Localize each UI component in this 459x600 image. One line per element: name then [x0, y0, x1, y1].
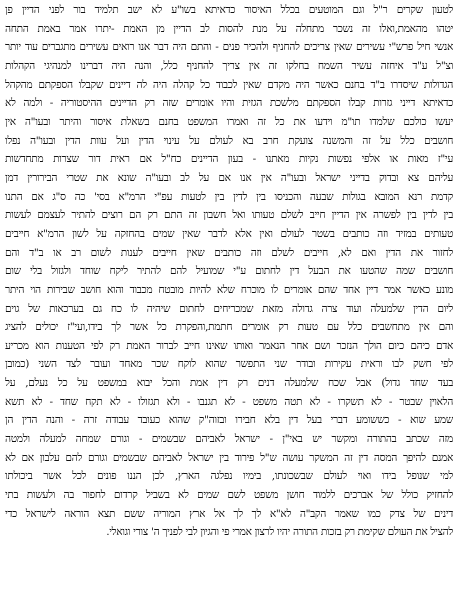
text-line: והם אין מתחשבים כלל עם טעות רק אומרים חתמת,והפקרת כל אשר לך בידו,ועי"ז יכולים להציג [5, 321, 453, 334]
text-line: הגדולות שיסדרו ב"ד בחנם כאשר היה מקדם שאין לכבוד כל קהלה היה לה דיינים שקבלו הספקתם מהקהל [5, 78, 453, 91]
text-line: בעד שחד גדול) אבל שכח שלמעלה דנים רק דין אמת והכל יבוא במשפט על כל נעלם, על [5, 377, 453, 390]
text-line: בין לדין בין לפשרה אין הדיין חייב לשלם טעותו ואל חשבון זה התם רק הם רוצים להתיר לעצמם לעשות [5, 209, 453, 222]
document-text [5, 1, 453, 542]
text-line: לטעון שקרים ר"ל וגם המוטעים בכלל האיסור כדאיתא בשו"ע לא ישב תלמיד בור לפני הדיין פן [5, 4, 453, 16]
text-line: וצ"ל ע"ד איחזה עשיר השמח בחלקו זה אין צריך להחניף כלל, והנה היה דברינו למנהיגי הקהלות [5, 59, 453, 72]
text-line: אדם כיהם כיום הולך הנזכר ושם אחר הנאמר ואותו שאינו חייב לברור האמת רק לפי הטענות הוא מכריע [5, 339, 453, 352]
text-line: חושבים כלל על זה והמשנה צועקת חרב בא לעולם על עינוי הדין ועל עוות הדין ובעו"ה נפלו [5, 134, 453, 147]
text-line: שמע שוא - כששומע דברי בעל דין בלא חבירו ובזוה"ק שהוא כעובד עבודה זרה - והנה הדין הן [5, 414, 453, 427]
text-line: לחזור את הדין ואם לא, חייבים לשלם וזה כותבים שאין חייבים לענות לשום רב או ב"ד והם [5, 246, 453, 259]
text-line: לפי חשק לבו וראית עקירות ובודר שני התפשר שהוא לוקח שכר מאחד ועובר לצד השני (כמובן [5, 358, 453, 371]
text-line: להחזיק כולל של אברכים ללמוד חושן משפט לשם שמים לא בשביל קרדום לחפור בה ולעשות בתי [5, 489, 453, 502]
text-line: יטהו מהאמת,ואלו זה נשכר מתחלה על מנת להסות לב הדיין מן האמת -יתרו אמר באמת התחה [5, 22, 453, 35]
text-line: מזה שכתב בהתורה ומקשר יש באי"ן - ישראל לאביהם שבשמים - וגורם שמחה למעלה ולמטה [5, 433, 453, 446]
text-line: כדאיתא דייני גזרות קבלו הספקתם מלשכת הגזית והיו אומרים שזה רק הדיינים ההיסטוריה - ולמה לא [5, 97, 453, 110]
text-line: למי שנופל בידו ואוי לעולם שבשכונתו, בימיו נפלגה הארץ, לכן הננו פונים לכל אשר ביכולתו [5, 470, 453, 483]
text-line: קדמת רנא המובא בגולות שבעה והכניסו בין לדין בין לטעות עפ"י הרמ"א בסי' כה ס"ג אם התנו [5, 190, 453, 203]
text-line: אנשי חיל פרש"י עשירים שאין צריכים להחניף ולהכיר פנים - והתם היה דבר אנו רואים עשירים מתגברים עוד יותר [5, 41, 453, 54]
text-line: דינים של צדק כמו שאמר הקב"ה לא"א לך לך אל ארץ המוריה ששם תצא הוראה לישראל כדי [5, 507, 453, 520]
text-line: עליהם צא ובדוק בדייני ישראל ובעו"ה אין אנו אם על לב ובעו"ה שונא את שטרי הבירורין דמן [5, 171, 453, 184]
text-line: חושבים שמה שהטעו את הבעל דין לחתום ע"י שמועיל להם להתיר ליקח שוחד ולגזול בלי שום [5, 265, 453, 278]
text-line: עי"ז מאות או אלפי נפשות נקיות מאתנו - בעון הדיינים כח"ל אם ראית דור שצרות מתחדשות [5, 153, 453, 166]
text-line: ליום הדין שלמעלה ועוד צרה גדולה מזאת שמכריחים לחתום שיהיה לו כח גם בערכאות של גוים [5, 302, 453, 315]
text-line: אמנם להיפך המסה דין זה המשקר עושה ש"ל פירוד בין ישראל לאביהם שבשמים וגורם להם עלבון אם לא [5, 451, 453, 464]
text-line: יעשו כולכם שלמדו תו"מ וידעו את כל זה ואמרו המשפט בחנם בשאלת איסור והיתר ובעו"ה אין [5, 115, 453, 128]
text-line: להציל את העולם שקימת רק בזכות התורה יהיו לרצון אמרי פי והגיון לבי לפניך ה' צורי וגואלי. [106, 526, 453, 539]
text-line: הלאוין שבטר - לא תשקרו - לא תטה משפט - לא תגנבו - ולא תגזולו - לא תקח שחד - לא תשא [5, 395, 453, 408]
text-line: מונע כאשר אמר דיין אחד שהם אומרים לו מוכרח שלא להיות מובטח מכבוד והוא חושב שבירות הוי היתר [5, 283, 453, 296]
text-line: טעותים במזיד וזה כותבים בשטר לעולם ואין אלא לדבר שאין שמים בהחזקה על לשון הרמ"א חייבים [5, 227, 453, 240]
